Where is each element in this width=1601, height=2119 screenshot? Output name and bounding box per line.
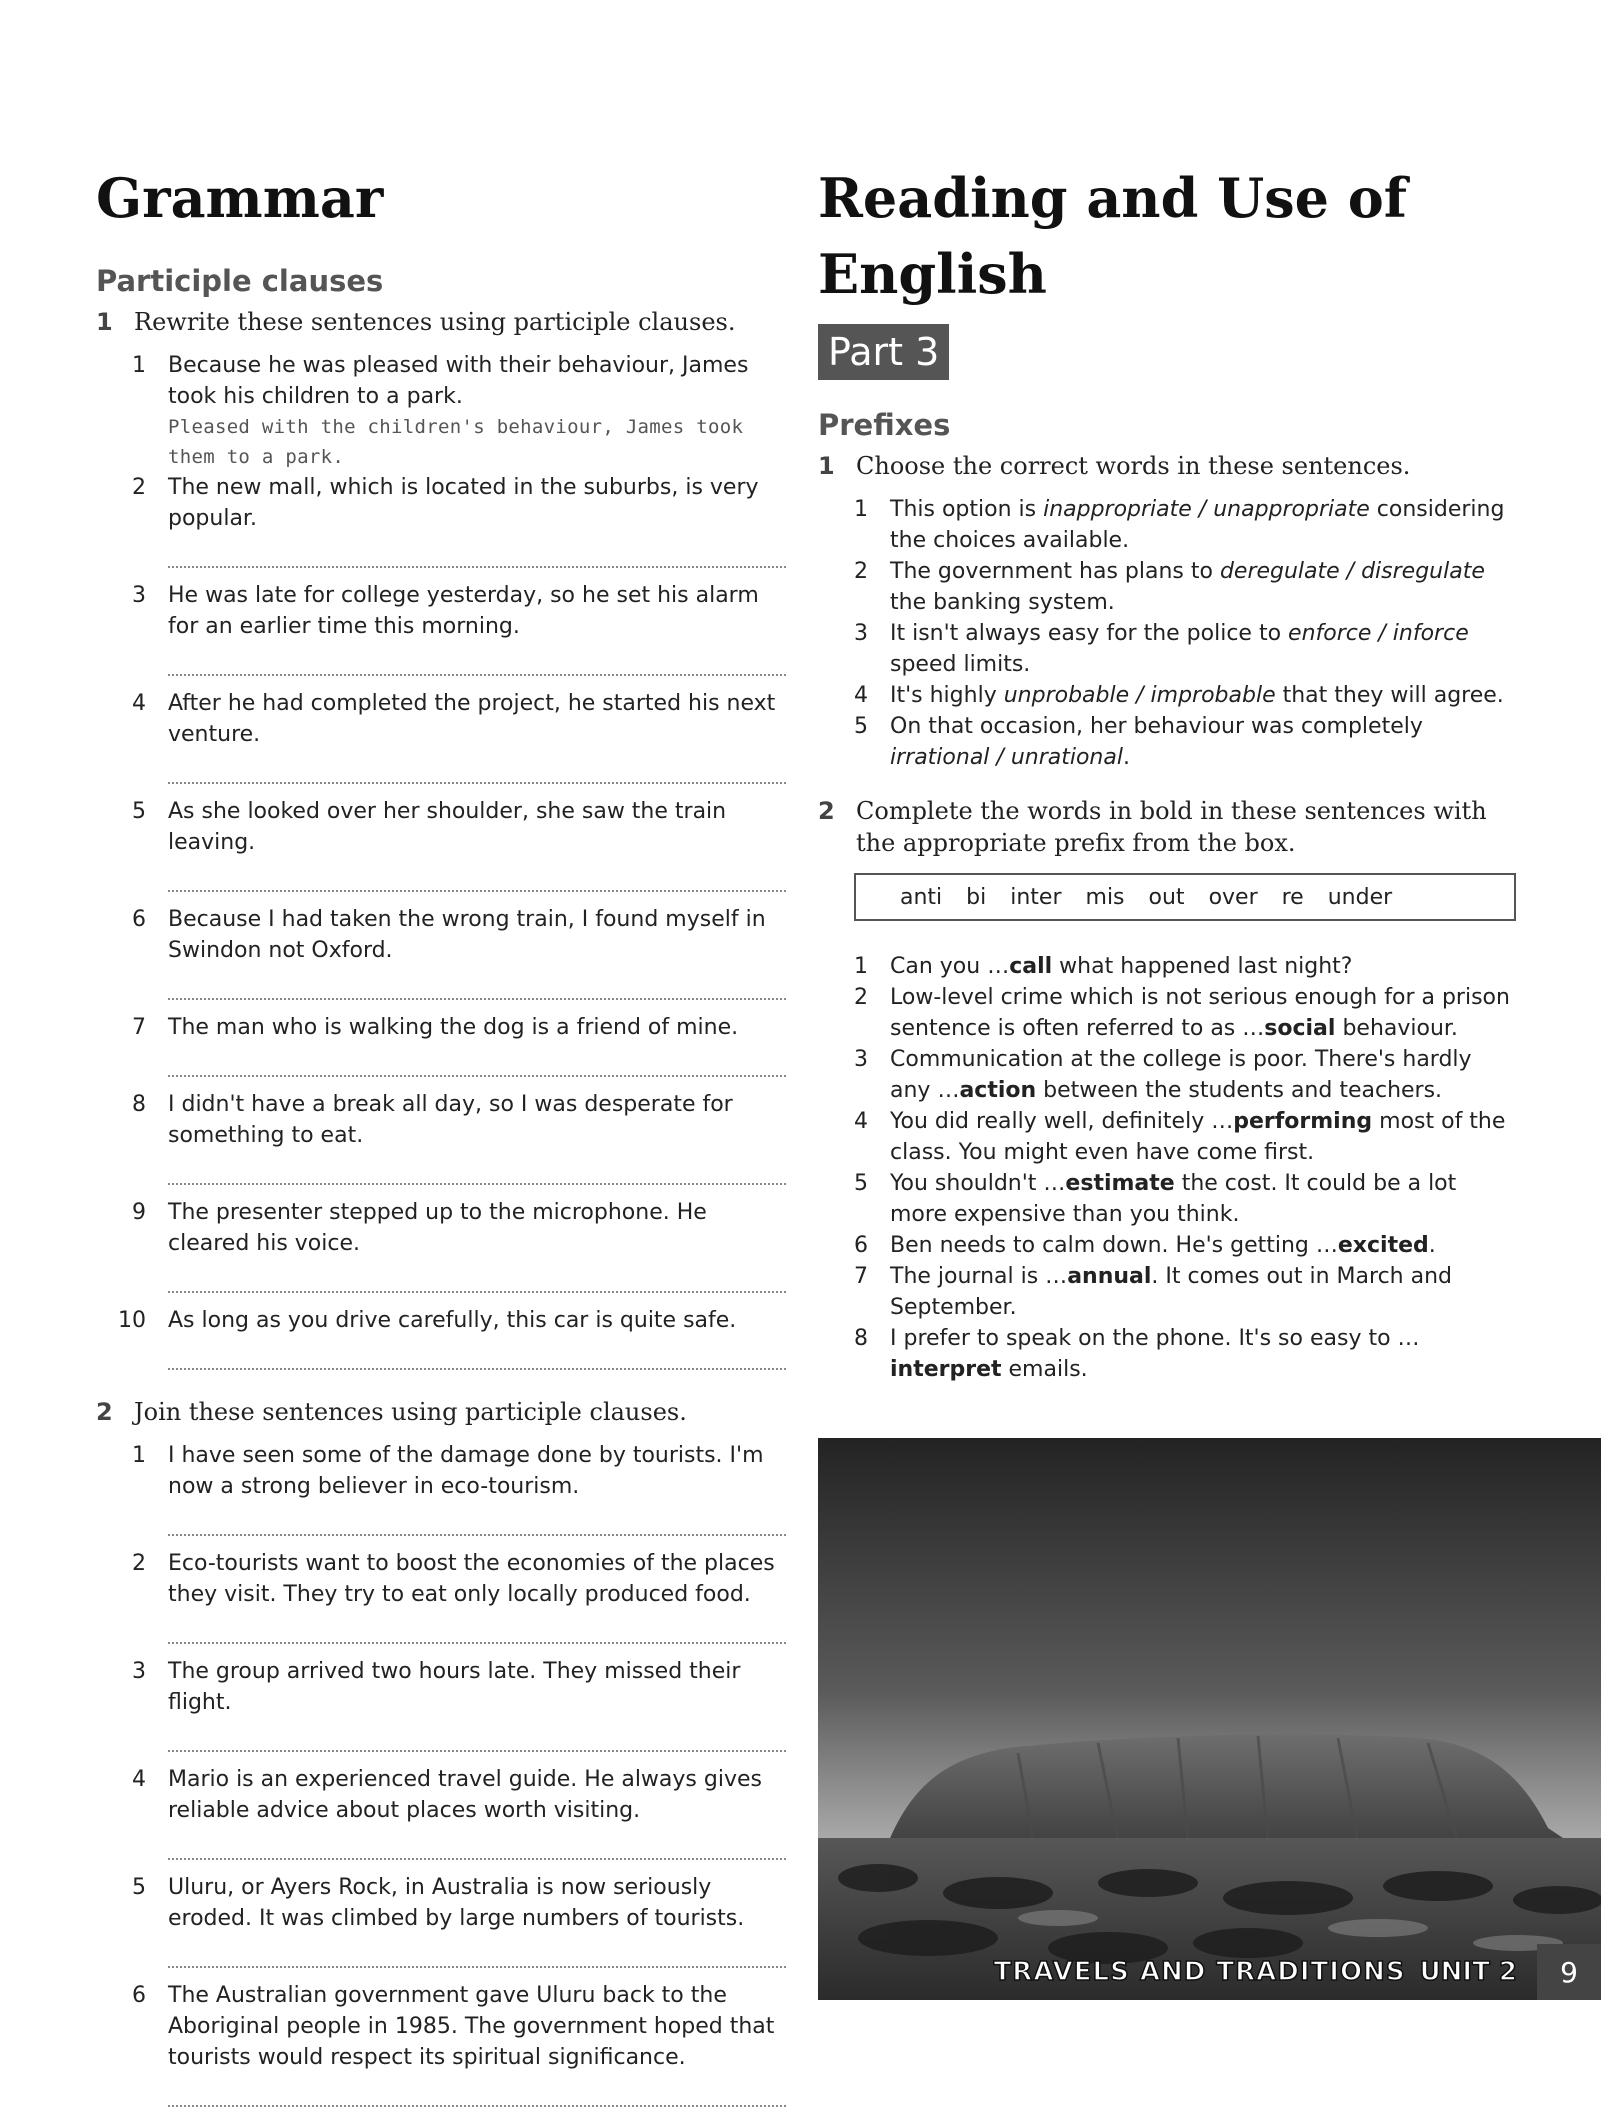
reading-title-line1: Reading and Use of	[818, 166, 1408, 230]
item-number: 1	[132, 353, 146, 378]
item-text: .	[1122, 745, 1130, 770]
list-item	[818, 618, 1518, 680]
item-number: 3	[854, 1047, 868, 1072]
item-text: I didn't have a break all day, so I was desperate for something to eat.	[168, 1092, 733, 1148]
item-text: The Australian government gave Uluru back to the Aboriginal people in 1985. The government hoped that tourists would respect its spiritual significance.	[168, 1983, 775, 2070]
list-item	[96, 1440, 786, 1502]
prefix-option: out	[1148, 884, 1185, 910]
item-number: 5	[132, 1875, 146, 1900]
exercise-number: 2	[96, 1398, 113, 1426]
item-number: 4	[854, 683, 868, 708]
item-text: what happened last night?	[1052, 954, 1353, 979]
prefix-option: over	[1208, 884, 1258, 910]
grammar-ex2-list	[96, 1440, 786, 2107]
item-text: It isn't always easy for the police to	[890, 621, 1289, 646]
exercise-number: 1	[818, 452, 835, 480]
prefix-option: re	[1281, 884, 1304, 910]
list-item	[96, 1089, 786, 1151]
item-text: As long as you drive carefully, this car is quite safe.	[168, 1308, 737, 1333]
item-text: Because he was pleased with their behaviour, James took his children to a park.	[168, 353, 749, 409]
item-number: 5	[132, 799, 146, 824]
answer-line[interactable]	[168, 534, 786, 568]
item-text: The government has plans to	[890, 559, 1220, 584]
reading-ex1-instruction	[818, 450, 1518, 482]
answer-line[interactable]	[168, 858, 786, 892]
item-text: I prefer to speak on the phone. It's so easy to …	[890, 1326, 1420, 1351]
list-item	[96, 580, 786, 642]
list-item	[96, 1764, 786, 1826]
bold-word: interpret	[890, 1357, 1002, 1382]
list-item	[818, 982, 1518, 1044]
item-text: You did really well, definitely …	[890, 1109, 1234, 1134]
bold-word: performing	[1233, 1109, 1373, 1134]
grammar-ex2-instruction	[96, 1396, 786, 1428]
bold-word: excited	[1337, 1233, 1429, 1258]
list-item	[818, 711, 1518, 773]
bold-word: action	[959, 1078, 1037, 1103]
bold-word: social	[1264, 1016, 1336, 1041]
item-text: .	[1428, 1233, 1436, 1258]
answer-line[interactable]	[168, 1259, 786, 1293]
list-item	[96, 1656, 786, 1718]
item-text: Mario is an experienced travel guide. He always gives reliable advice about places worth visiting.	[168, 1767, 762, 1823]
page-footer	[981, 1944, 1601, 2000]
item-number: 1	[854, 954, 868, 979]
list-item	[96, 1548, 786, 1610]
item-text: between the students and teachers.	[1036, 1078, 1443, 1103]
instruction-text: Complete the words in bold in these sentences with the appropriate prefix from the box.	[856, 797, 1487, 857]
reading-title-line2: English	[818, 242, 1047, 306]
answer-line[interactable]	[168, 1934, 786, 1968]
answer-line[interactable]	[168, 1043, 786, 1077]
unit-number: UNIT 2	[1419, 1957, 1517, 1987]
list-item	[818, 494, 1518, 556]
item-number: 1	[854, 497, 868, 522]
item-number: 1	[132, 1443, 146, 1468]
list-item	[96, 688, 786, 750]
item-text: The presenter stepped up to the microphone. He cleared his voice.	[168, 1200, 707, 1256]
list-item	[96, 1197, 786, 1259]
prefix-option: under	[1327, 884, 1393, 910]
item-text: As she looked over her shoulder, she saw the train leaving.	[168, 799, 727, 855]
item-number: 7	[132, 1015, 146, 1040]
uluru-illustration	[818, 1438, 1601, 2000]
item-number: 2	[132, 1551, 146, 1576]
item-number: 4	[854, 1109, 868, 1134]
word-choice[interactable]: enforce / inforce	[1288, 621, 1469, 646]
item-text: that they will agree.	[1275, 683, 1504, 708]
prefix-option: mis	[1085, 884, 1125, 910]
item-text: The group arrived two hours late. They missed their flight.	[168, 1659, 741, 1715]
list-item	[96, 350, 786, 472]
word-choice[interactable]: irrational / unrational	[890, 745, 1123, 770]
grammar-column	[96, 160, 786, 2119]
item-text: Communication at the college is poor. There's hardly any …	[890, 1047, 1472, 1103]
item-text: behaviour.	[1335, 1016, 1458, 1041]
item-text: speed limits.	[890, 652, 1031, 677]
item-text: You shouldn't …	[890, 1171, 1066, 1196]
word-choice[interactable]: unprobable / improbable	[1003, 683, 1276, 708]
item-number: 3	[854, 621, 868, 646]
item-text: Uluru, or Ayers Rock, in Australia is now seriously eroded. It was climbed by large numbers of tourists.	[168, 1875, 745, 1931]
item-number: 4	[132, 1767, 146, 1792]
word-choice[interactable]: deregulate / disregulate	[1219, 559, 1485, 584]
item-number: 6	[854, 1233, 868, 1258]
page-number: 9	[1537, 1944, 1601, 2000]
item-text: This option is	[890, 497, 1044, 522]
item-text: After he had completed the project, he started his next venture.	[168, 691, 776, 747]
item-text: The man who is walking the dog is a friend of mine.	[168, 1015, 739, 1040]
item-number: 2	[132, 475, 146, 500]
list-item	[96, 472, 786, 534]
answer-line[interactable]	[168, 1151, 786, 1185]
reading-ex2-instruction	[818, 795, 1518, 859]
part-badge: Part 3	[818, 324, 949, 380]
item-text: The new mall, which is located in the suburbs, is very popular.	[168, 475, 759, 531]
item-number: 9	[132, 1200, 146, 1225]
item-text: . It comes out in March and September.	[890, 1264, 1452, 1320]
item-text: the banking system.	[890, 590, 1115, 615]
instruction-text: Choose the correct words in these sentences.	[856, 452, 1411, 480]
participle-clauses-heading: Participle clauses	[96, 264, 384, 298]
list-item	[96, 1012, 786, 1043]
item-number: 5	[854, 1171, 868, 1196]
item-number: 3	[132, 583, 146, 608]
item-text: Low-level crime which is not serious enough for a prison sentence is often referred to as …	[890, 985, 1510, 1041]
item-text: Can you …	[890, 954, 1010, 979]
list-item	[818, 556, 1518, 618]
list-item	[818, 680, 1518, 711]
answer-line[interactable]	[168, 1718, 786, 1752]
item-number: 6	[132, 1983, 146, 2008]
item-number: 3	[132, 1659, 146, 1684]
answer-line[interactable]	[168, 1336, 786, 1370]
item-number: 6	[132, 907, 146, 932]
item-number: 8	[854, 1326, 868, 1351]
item-number: 8	[132, 1092, 146, 1117]
list-item	[818, 1323, 1518, 1385]
exercise-number: 1	[96, 308, 113, 336]
prefix-option: anti	[900, 884, 943, 910]
exercise-number: 2	[818, 797, 835, 825]
prefix-option: inter	[1010, 884, 1062, 910]
prefixes-heading: Prefixes	[818, 408, 951, 442]
item-text: the cost. It could be a lot more expensive than you think.	[890, 1171, 1457, 1227]
list-item	[818, 951, 1518, 982]
reading-ex1-list	[818, 494, 1518, 773]
answer-line[interactable]	[168, 2073, 786, 2107]
list-item	[818, 1230, 1518, 1261]
item-text: emails.	[1001, 1357, 1088, 1382]
prefix-option: bi	[966, 884, 987, 910]
item-number: 4	[132, 691, 146, 716]
grammar-ex1-instruction	[96, 306, 786, 338]
item-text: Eco-tourists want to boost the economies of the places they visit. They try to eat only locally produced food.	[168, 1551, 775, 1607]
list-item	[96, 1980, 786, 2073]
uluru-photo	[818, 1438, 1601, 2000]
answer-line[interactable]	[168, 750, 786, 784]
item-number: 10	[118, 1308, 146, 1333]
item-number: 7	[854, 1264, 868, 1289]
list-item	[96, 796, 786, 858]
item-number: 2	[854, 559, 868, 584]
bold-word: call	[1009, 954, 1053, 979]
list-item	[818, 1168, 1518, 1230]
word-choice[interactable]: inappropriate / unappropriate	[1043, 497, 1370, 522]
list-item	[96, 1872, 786, 1934]
list-item	[818, 1261, 1518, 1323]
item-text: Because I had taken the wrong train, I found myself in Swindon not Oxford.	[168, 907, 766, 963]
bold-word: annual	[1067, 1264, 1152, 1289]
grammar-title: Grammar	[96, 166, 384, 230]
answer-line[interactable]	[168, 642, 786, 676]
grammar-ex1-list	[96, 350, 786, 1370]
item-text: most of the class. You might even have come first.	[890, 1109, 1506, 1165]
instruction-text: Rewrite these sentences using participle clauses.	[134, 308, 736, 336]
item-text: Ben needs to calm down. He's getting …	[890, 1233, 1338, 1258]
item-text: He was late for college yesterday, so he set his alarm for an earlier time this morning.	[168, 583, 759, 639]
answer-line[interactable]	[168, 1502, 786, 1536]
model-answer: Pleased with the children's behaviour, James took them to a park.	[168, 416, 744, 468]
answer-line[interactable]	[168, 1826, 786, 1860]
list-item	[818, 1044, 1518, 1106]
answer-line[interactable]	[168, 966, 786, 1000]
item-number: 5	[854, 714, 868, 739]
list-item	[96, 904, 786, 966]
answer-line[interactable]	[168, 1610, 786, 1644]
item-text: I have seen some of the damage done by tourists. I'm now a strong believer in eco-tourism.	[168, 1443, 764, 1499]
item-text: considering the choices available.	[890, 497, 1505, 553]
reading-column	[818, 160, 1518, 1385]
prefix-word-box	[854, 873, 1516, 921]
list-item	[96, 1305, 786, 1336]
item-text: On that occasion, her behaviour was completely	[890, 714, 1423, 739]
instruction-text: Join these sentences using participle clauses.	[134, 1398, 687, 1426]
item-number: 2	[854, 985, 868, 1010]
unit-title: TRAVELS AND TRADITIONS	[993, 1957, 1406, 1987]
bold-word: estimate	[1065, 1171, 1175, 1196]
item-text: It's highly	[890, 683, 1004, 708]
item-text: The journal is …	[890, 1264, 1068, 1289]
reading-ex2-list	[818, 951, 1518, 1385]
list-item	[818, 1106, 1518, 1168]
